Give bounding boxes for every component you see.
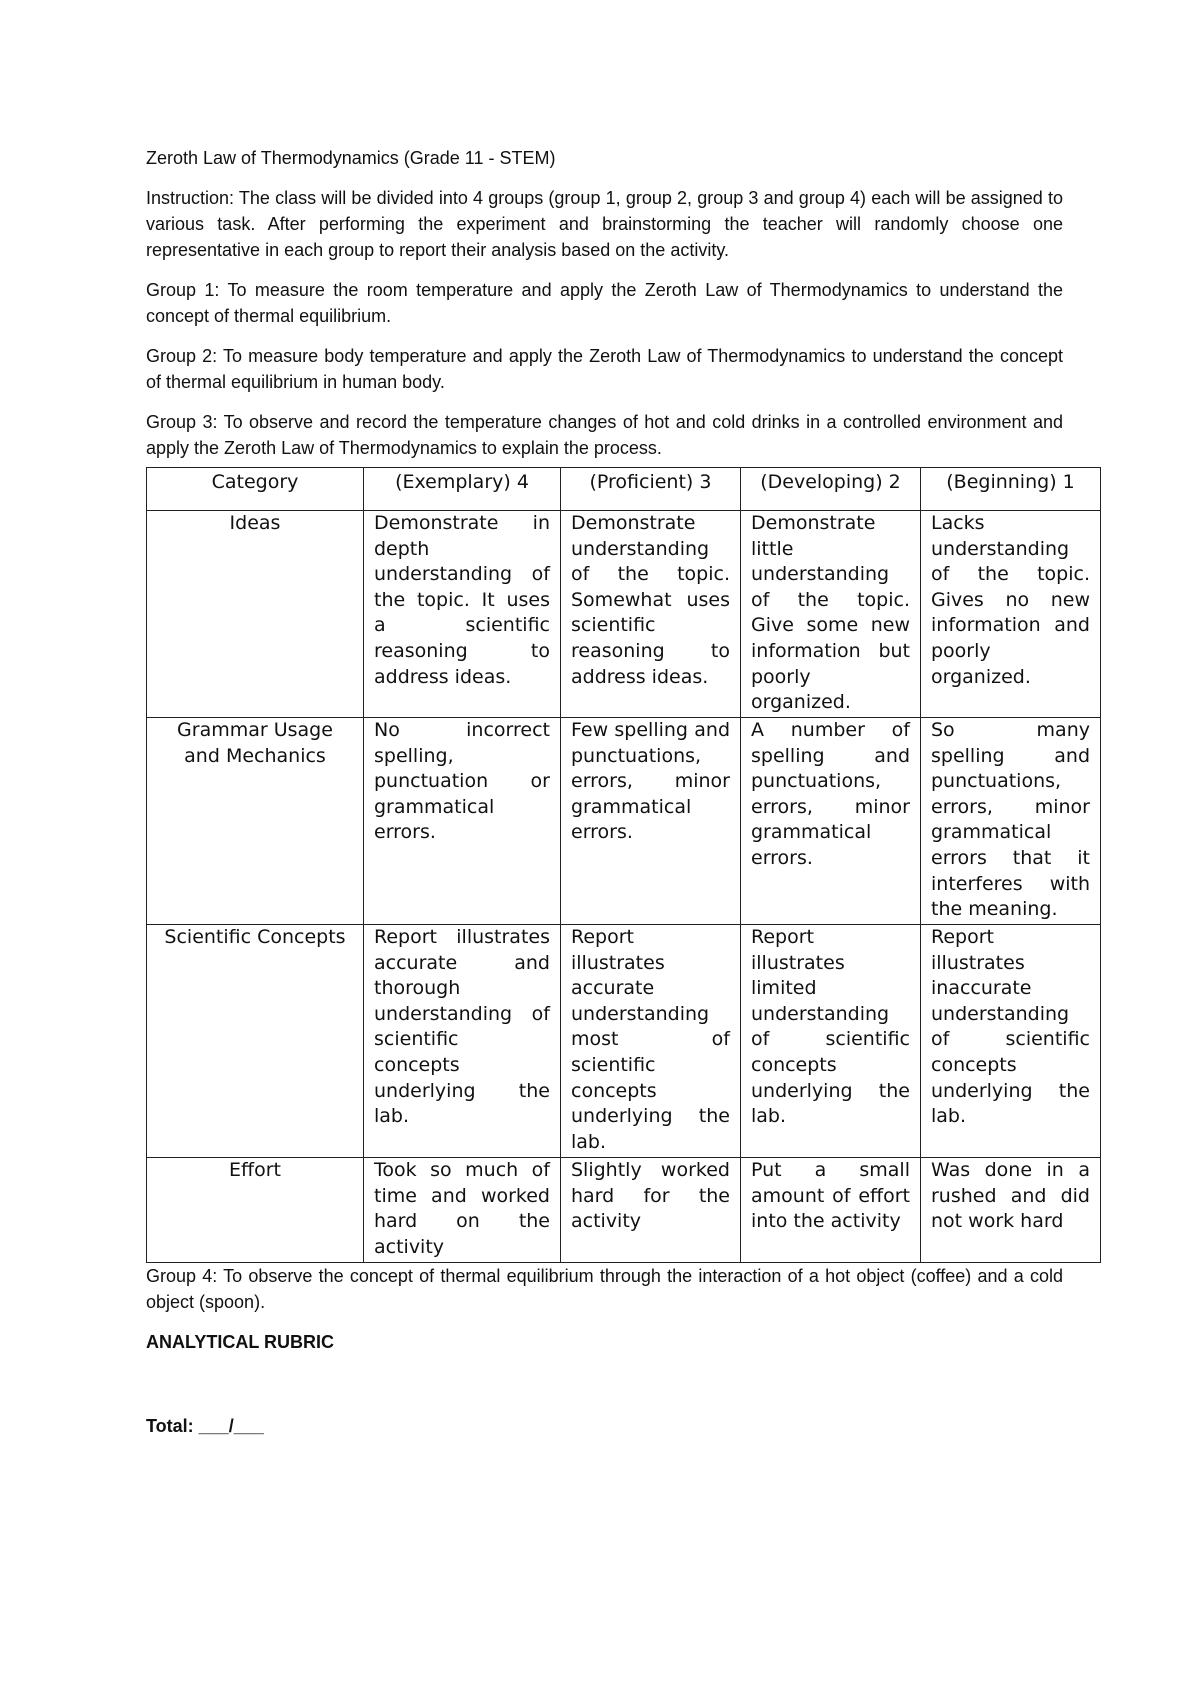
header-exemplary: (Exemplary) 4 [364, 468, 561, 511]
table-cell: Lacks understanding of the topic. Gives no new information and poorly organized. [921, 511, 1101, 718]
table-cell: Was done in a rushed and did not work hard [921, 1158, 1101, 1263]
total-score: Total: ___/___ [146, 1416, 264, 1436]
table-cell: Report illustrates limited understanding of scientific concepts underlying the lab. [741, 925, 921, 1158]
group2-paragraph: Group 2: To measure body temperature and apply the Zeroth Law of Thermodynamics to understand the concept of thermal equilibrium in human body. [146, 346, 1063, 392]
row-category: Ideas [147, 511, 364, 718]
group1-paragraph: Group 1: To measure the room temperature and apply the Zeroth Law of Thermodynamics to understand the concept of thermal equilibrium. [146, 280, 1063, 326]
table-cell: So many spelling and punctuations, errors, minor grammatical errors that it interferes with the meaning. [921, 718, 1101, 925]
table-row [147, 1158, 1101, 1263]
row-category: Scientific Concepts [147, 925, 364, 1158]
row-category: Effort [147, 1158, 364, 1263]
table-cell: A number of spelling and punctuations, errors, minor grammatical errors. [741, 718, 921, 925]
table-cell: Put a small amount of effort into the activity [741, 1158, 921, 1263]
table-row [147, 925, 1101, 1158]
header-proficient: (Proficient) 3 [561, 468, 741, 511]
table-cell: No incorrect spelling, punctuation or grammatical errors. [364, 718, 561, 925]
group3-paragraph: Group 3: To observe and record the temperature changes of hot and cold drinks in a controlled environment and apply the Zeroth Law of Thermodynamics to explain the process. [146, 412, 1063, 458]
table-cell: Demonstrate in depth understanding of the topic. It uses a scientific reasoning to address ideas. [364, 511, 561, 718]
table-cell: Report illustrates accurate and thorough understanding of scientific concepts underlying the lab. [364, 925, 561, 1158]
header-developing: (Developing) 2 [741, 468, 921, 511]
rubric-header-row [147, 468, 1101, 511]
header-category: Category [147, 468, 364, 511]
row-category: Grammar Usage and Mechanics [147, 718, 364, 925]
table-cell: Few spelling and punctuations, errors, minor grammatical errors. [561, 718, 741, 925]
document-page [146, 145, 1090, 1457]
document-title: Zeroth Law of Thermodynamics (Grade 11 - STEM) [146, 148, 556, 168]
rubric-heading: ANALYTICAL RUBRIC [146, 1332, 335, 1352]
instruction-paragraph: Instruction: The class will be divided into 4 groups (group 1, group 2, group 3 and group 4) each will be assigned to various task. After performing the experiment and brainstorming the teacher will randomly choose one representative in each group to report their analysis based on the activity. [146, 188, 1063, 260]
table-row [147, 718, 1101, 925]
rubric-table [146, 467, 1101, 1263]
table-row [147, 511, 1101, 718]
table-cell: Report illustrates inaccurate understanding of scientific concepts underlying the lab. [921, 925, 1101, 1158]
table-cell: Took so much of time and worked hard on the activity [364, 1158, 561, 1263]
table-cell: Demonstrate little understanding of the topic. Give some new information but poorly organized. [741, 511, 921, 718]
table-cell: Slightly worked hard for the activity [561, 1158, 741, 1263]
header-beginning: (Beginning) 1 [921, 468, 1101, 511]
table-cell: Report illustrates accurate understanding most of scientific concepts underlying the lab. [561, 925, 741, 1158]
group4-paragraph: Group 4: To observe the concept of thermal equilibrium through the interaction of a hot object (coffee) and a cold object (spoon). [146, 1266, 1063, 1312]
table-cell: Demonstrate understanding of the topic. Somewhat uses scientific reasoning to address ideas. [561, 511, 741, 718]
